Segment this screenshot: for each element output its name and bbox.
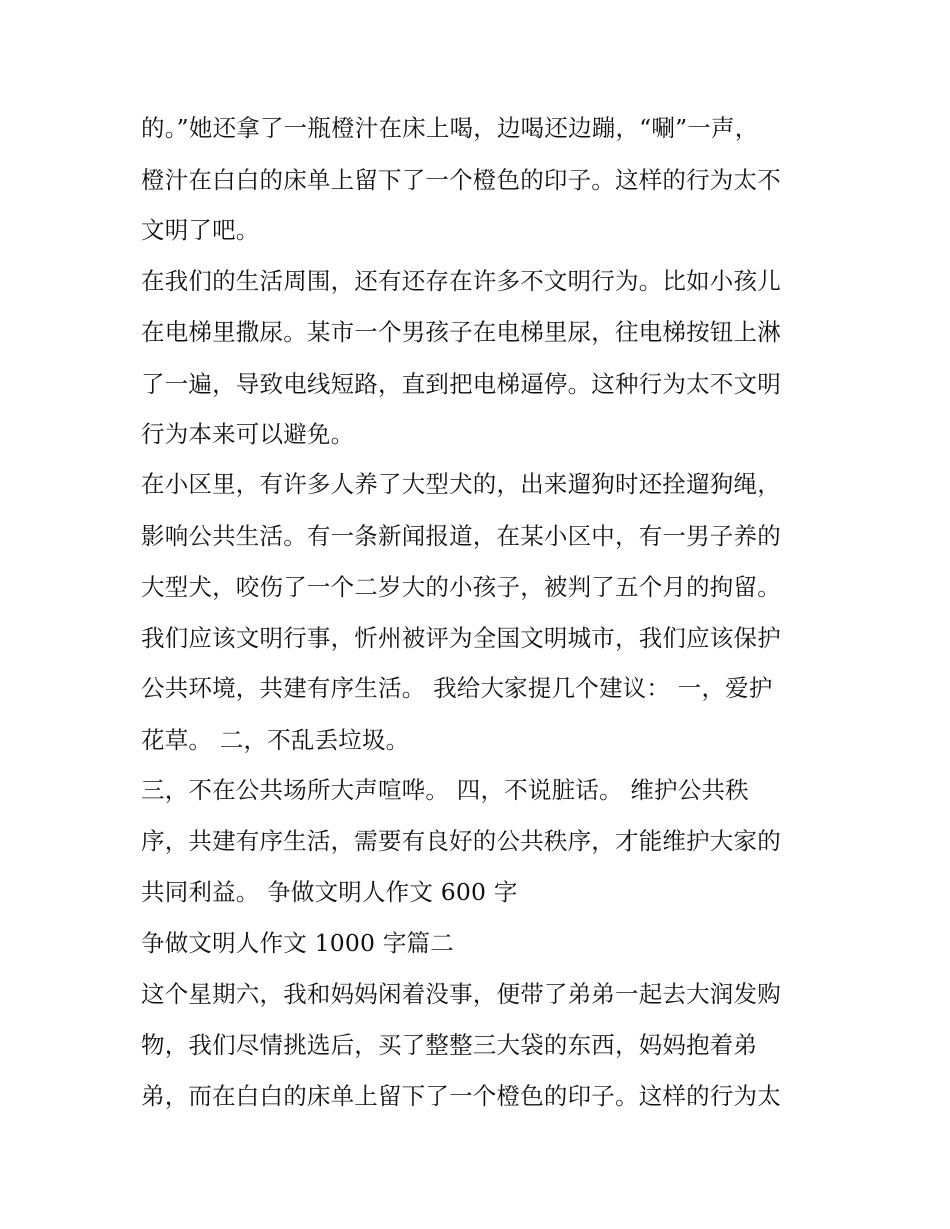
text-line: 在小区里，有许多人养了大型犬的，出来遛狗时还拴遛狗绳， bbox=[141, 470, 781, 498]
text-line: 了一遍，导致电线短路，直到把电梯逼停。这种行为太不文明 bbox=[141, 370, 781, 398]
text-line: 橙汁在白白的床单上留下了一个橙色的印子。这样的行为太不 bbox=[141, 166, 781, 194]
text-line: 花草。 二，不乱丢垃圾。 bbox=[141, 726, 410, 754]
text-line: 共同利益。 争做文明人作文 600 字 bbox=[141, 878, 518, 906]
text-line: 的。”她还拿了一瓶橙汁在床上喝，边喝还边蹦，“唰”一声， bbox=[141, 114, 759, 142]
text-line: 物，我们尽情挑选后，买了整整三大袋的东西，妈妈抱着弟 bbox=[141, 1031, 758, 1059]
text-line: 影响公共生活。有一条新闻报道，在某小区中，有一男子养的 bbox=[141, 522, 781, 550]
text-line: 在我们的生活周围，还有还存在许多不文明行为。比如小孩儿 bbox=[141, 267, 781, 295]
text-line: 公共环境，共建有序生活。 我给大家提几个建议： 一，爱护 bbox=[141, 674, 773, 702]
text-line: 序，共建有序生活，需要有良好的公共秩序，才能维护大家的 bbox=[141, 827, 781, 855]
section-heading: 争做文明人作文 1000 字篇二 bbox=[141, 929, 454, 957]
text-line: 在电梯里撒尿。某市一个男孩子在电梯里尿，往电梯按钮上淋 bbox=[141, 318, 781, 346]
text-line: 三，不在公共场所大声喧哗。 四，不说脏话。 维护公共秩 bbox=[141, 776, 749, 804]
text-line: 弟，而在白白的床单上留下了一个橙色的印子。这样的行为太 bbox=[141, 1082, 781, 1110]
text-line: 这个星期六，我和妈妈闲着没事，便带了弟弟一起去大润发购 bbox=[141, 980, 781, 1008]
text-line: 行为本来可以避免。 bbox=[141, 420, 355, 448]
text-line: 文明了吧。 bbox=[141, 216, 260, 244]
text-line: 大型犬，咬伤了一个二岁大的小孩子，被判了五个月的拘留。 bbox=[141, 573, 781, 601]
text-line: 我们应该文明行事，忻州被评为全国文明城市，我们应该保护 bbox=[141, 624, 781, 652]
